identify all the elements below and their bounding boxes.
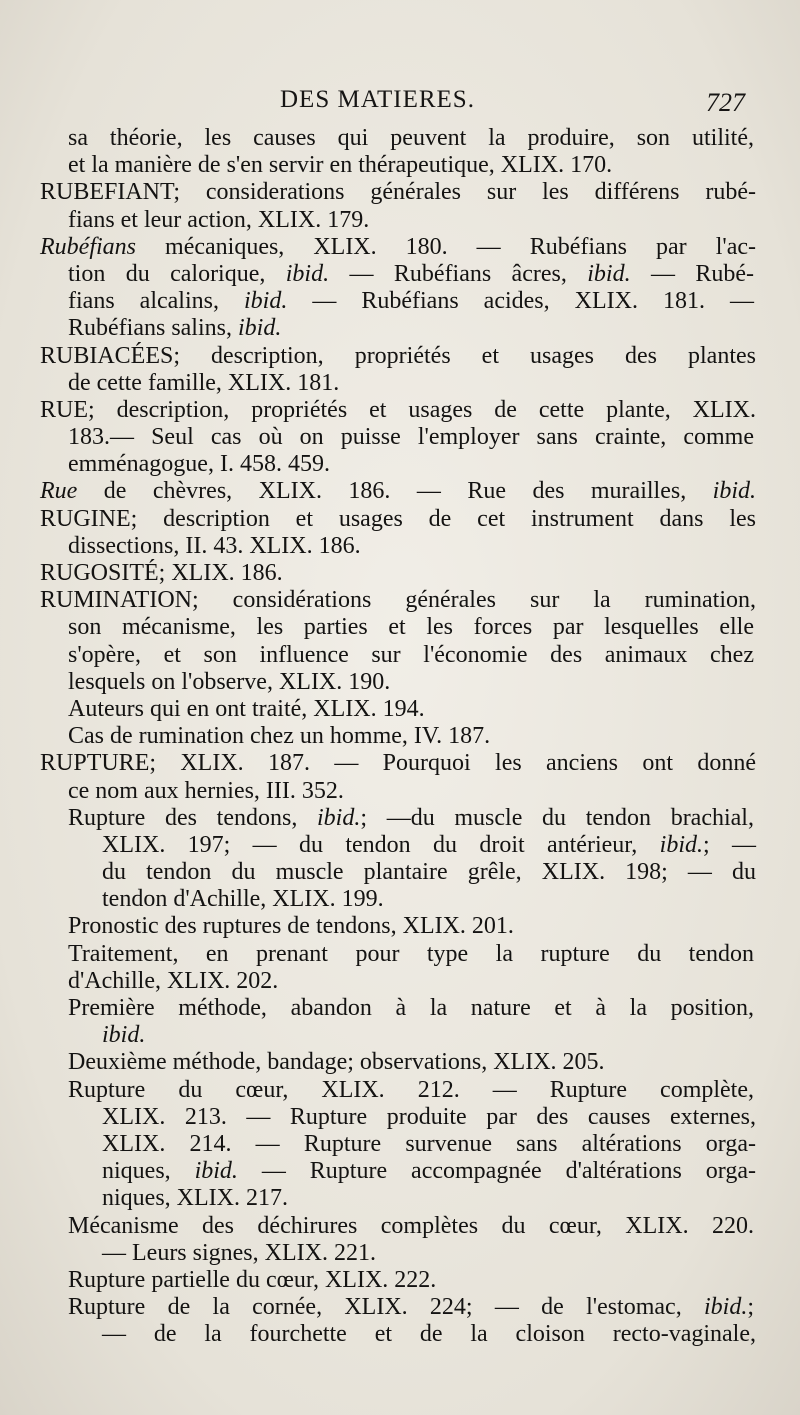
index-line [68,533,754,560]
line-text: fians et leur action, XLIX. 179. [68,206,370,233]
line-text: Deuxième méthode, bandage; observations, XLIX. 205. [68,1049,605,1076]
index-line [68,778,754,805]
index-line [102,886,756,913]
line-text: XLIX. 197; — du tendon du droit antérieur, [102,831,660,858]
index-line [102,1104,756,1131]
line-text: du tendon du muscle plantaire grêle, XLIX. 198; — du [102,859,756,886]
index-line [68,805,754,832]
line-text: Pronostic des ruptures de tendons, XLIX. 201. [68,913,514,940]
index-line [102,1022,756,1049]
line-text: RUGOSITÉ; XLIX. 186. [40,560,283,586]
italic-text: Rubéfians [40,233,136,260]
line-text: Mécanisme des déchirures complètes du cœur, XLIX. 220. [68,1212,754,1239]
index-line [68,152,754,179]
index-line [68,451,754,478]
line-text: — Rubé- [630,260,754,287]
index-line [68,261,754,288]
index-line [40,343,756,370]
line-text: niques, XLIX. 217. [102,1185,288,1212]
running-title: DES MATIERES. [280,86,475,113]
line-text: dissections, II. 43. XLIX. 186. [68,532,361,559]
line-text: ; [747,1294,754,1321]
index-line [102,1321,756,1348]
index-line [68,913,754,940]
line-text: ; —du muscle du tendon brachial, [360,804,754,831]
line-text: d'Achille, XLIX. 202. [68,967,279,994]
line-text: — de la fourchette et de la cloison recto-vaginale, [102,1321,756,1348]
line-text: Première méthode, abandon à la nature et à la position, [68,995,754,1021]
index-line [102,1240,756,1267]
index-line [68,315,754,342]
line-text: niques, [102,1158,195,1185]
italic-text: ibid. [587,260,631,287]
line-text: emménagogue, I. 458. 459. [68,451,330,478]
italic-text: ibid. [243,288,288,315]
index-line [40,397,756,424]
line-text: Auteurs qui en ont traité, XLIX. 194. [68,695,425,722]
line-text: RUBIACÉES; description, propriétés et usages des plantes [40,342,756,369]
index-line [68,723,754,750]
index-line [40,234,756,261]
italic-text: ibid. [659,831,703,858]
line-text: ce nom aux hernies, III. 352. [68,777,344,804]
index-line [102,859,756,886]
index-line [68,370,754,397]
index-line [68,424,754,451]
index-line [68,642,754,669]
italic-text: ibid. [102,1022,146,1049]
line-text: Rupture partielle du cœur, XLIX. 222. [68,1266,437,1293]
italic-text: ibid. [703,1294,748,1321]
index-line [68,1213,754,1240]
index-line [40,560,756,587]
italic-text: ibid. [194,1158,238,1185]
index-line [68,125,754,152]
index-line [68,614,754,641]
index-line [102,1158,756,1185]
line-text: de chèvres, XLIX. 186. — Rue des murailles, [77,478,713,505]
page-number: 727 [706,88,745,117]
line-text: de cette famille, XLIX. 181. [68,369,340,396]
line-text: fians alcalins, [68,288,244,315]
index-line [40,478,756,505]
index-line [102,1131,756,1158]
line-text: — Rubéfians acides, XLIX. 181. — [287,288,755,315]
index-line [40,179,756,206]
italic-text: ibid. [285,260,330,287]
line-text: Rupture de la cornée, XLIX. 224; — de l'estomac, [68,1294,704,1321]
index-line [68,696,754,723]
index-line [68,288,754,315]
line-text: RUMINATION; considérations générales sur la rumination, [40,587,756,614]
line-text: — Rupture accompagnée d'altérations orga- [237,1158,756,1185]
index-line [68,941,754,968]
line-text: Rubéfians salins, [68,315,238,342]
line-text: Rupture du cœur, XLIX. 212. — Rupture complète, [68,1076,754,1103]
line-text: son mécanisme, les parties et les forces par lesquelles elle [68,614,754,641]
line-text: tendon d'Achille, XLIX. 199. [102,886,384,913]
line-text: Cas de rumination chez un homme, IV. 187. [68,723,491,750]
line-text: lesquels on l'observe, XLIX. 190. [68,668,391,695]
line-text: 183.— Seul cas où on puisse l'employer sans crainte, comme [68,424,754,451]
line-text: sa théorie, les causes qui peuvent la produire, son utilité, [68,125,754,151]
index-line [68,1267,754,1294]
index-line [102,1185,756,1212]
line-text: RUPTURE; XLIX. 187. — Pourquoi les anciens ont donné [40,750,756,777]
line-text: tion du calorique, [68,260,286,287]
italic-text: Rue [40,478,78,505]
index-body [0,125,800,1348]
line-text: et la manière de s'en servir en thérapeutique, XLIX. 170. [68,152,613,179]
line-text: ; — [703,831,757,858]
line-text: — Leurs signes, XLIX. 221. [102,1239,376,1266]
line-text: Rupture des tendons, [68,804,317,831]
index-line [68,1294,754,1321]
line-text: XLIX. 213. — Rupture produite par des causes externes, [102,1103,756,1130]
line-text: mécaniques, XLIX. 180. — Rubéfians par l'ac- [136,233,756,260]
line-text: s'opère, et son influence sur l'économie des animaux chez [68,641,754,668]
index-line [40,587,756,614]
index-line [40,750,756,777]
line-text: RUGINE; description et usages de cet instrument dans les [40,505,756,532]
index-line [68,1049,754,1076]
line-text: XLIX. 214. — Rupture survenue sans altérations orga- [102,1130,756,1157]
line-text: Traitement, en prenant pour type la rupture du tendon [68,940,754,967]
line-text: RUBEFIANT; considerations générales sur les différens rubé- [40,179,756,206]
index-line [68,968,754,995]
index-line [40,506,756,533]
index-line [102,832,756,859]
line-text: — Rubéfians âcres, [329,260,588,287]
page-header [0,86,800,120]
italic-text: ibid. [317,804,361,831]
italic-text: ibid. [237,315,282,342]
index-line [68,669,754,696]
index-line [68,995,754,1022]
index-line [68,207,754,234]
italic-text: ibid. [712,478,756,505]
line-text: RUE; description, propriétés et usages de cette plante, XLIX. [40,396,756,423]
index-line [68,1077,754,1104]
